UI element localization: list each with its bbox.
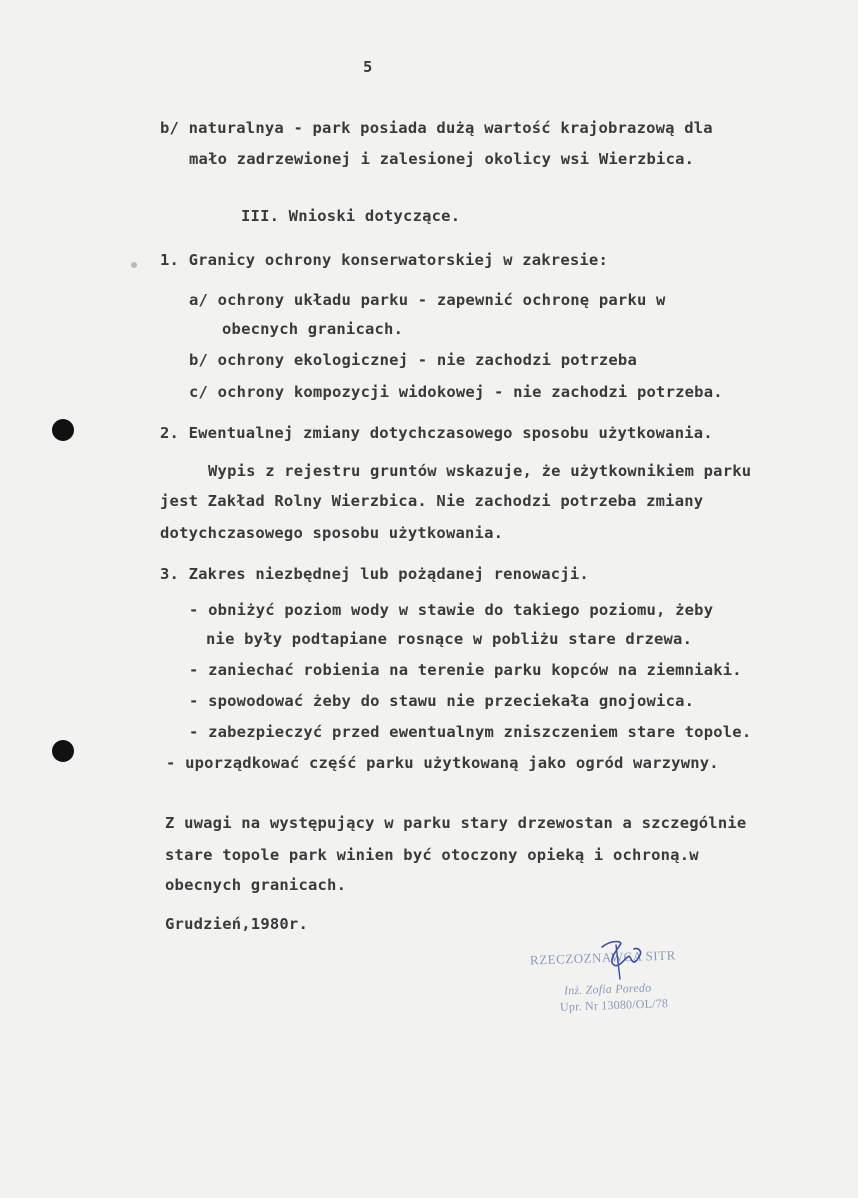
text-line: Z uwagi na występujący w parku stary drzewostan a szczególnie — [165, 814, 747, 832]
stamp-license: Upr. Nr 13080/OL/78 — [559, 996, 669, 1014]
text-line: b/ naturalnya - park posiada dużą wartość krajobrazową dla — [160, 119, 713, 137]
list-item: nie były podtapiane rosnące w pobliżu stare drzewa. — [206, 630, 693, 648]
text-line: mało zadrzewionej i zalesionej okolicy wsi Wierzbica. — [189, 150, 695, 168]
text-line: 2. Ewentualnej zmiany dotychczasowego sposobu użytkowania. — [160, 424, 713, 442]
text-line: stare topole park winien być otoczony opieką i ochroną.w — [165, 846, 699, 864]
text-line: obecnych granicach. — [165, 876, 347, 894]
section-heading: III. Wnioski dotyczące. — [241, 207, 461, 225]
text-line: a/ ochrony układu parku - zapewnić ochronę parku w — [189, 291, 666, 309]
margin-mark — [131, 262, 137, 268]
text-line: dotychczasowego sposobu użytkowania. — [160, 524, 504, 542]
text-line: b/ ochrony ekologicznej - nie zachodzi potrzeba — [189, 351, 637, 369]
stamp-title: RZECZOZNAWCA SITR — [529, 947, 676, 968]
list-item: - uporządkować część parku użytkowaną jako ogród warzywny. — [166, 754, 719, 772]
text-line: 3. Zakres niezbędnej lub pożądanej renowacji. — [160, 565, 589, 583]
text-line: Wypis z rejestru gruntów wskazuje, że użytkownikiem parku — [208, 462, 752, 480]
date-line: Grudzień,1980r. — [165, 915, 308, 933]
punch-hole-top — [52, 419, 74, 441]
page-number: 5 — [363, 58, 373, 76]
stamp-name: Inż. Zofia Poredo — [563, 980, 652, 998]
text-line: c/ ochrony kompozycji widokowej - nie zachodzi potrzeba. — [189, 383, 723, 401]
text-line: obecnych granicach. — [222, 320, 404, 338]
list-item: - spowodować żeby do stawu nie przeciekała gnojowica. — [189, 692, 695, 710]
text-line: 1. Granicy ochrony konserwatorskiej w zakresie: — [160, 251, 608, 269]
list-item: - zabezpieczyć przed ewentualnym zniszczeniem stare topole. — [189, 723, 752, 741]
punch-hole-bottom — [52, 740, 74, 762]
handwritten-signature — [594, 935, 654, 985]
list-item: - obniżyć poziom wody w stawie do takiego poziomu, żeby — [189, 601, 714, 619]
list-item: - zaniechać robienia na terenie parku kopców na ziemniaki. — [189, 661, 742, 679]
text-line: jest Zakład Rolny Wierzbica. Nie zachodzi potrzeba zmiany — [160, 492, 704, 510]
